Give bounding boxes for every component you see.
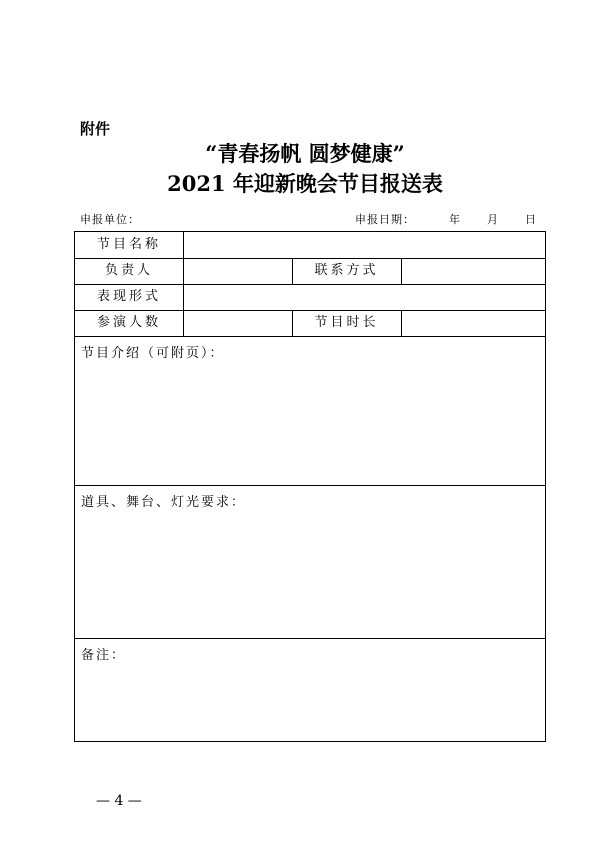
performance-form-label: 表现形式 — [96, 289, 161, 304]
date-label: 申报日期： — [355, 213, 415, 226]
intro-label: 节目介绍（可附页）： — [81, 346, 225, 361]
contact-label: 联系方式 — [314, 263, 379, 278]
duration-label: 节目时长 — [314, 315, 379, 330]
attachment-label: 附件 — [80, 120, 111, 138]
year-label: 年 — [449, 213, 461, 226]
page-subtitle: 2021 年迎新晚会节目报送表 — [167, 171, 443, 196]
day-label: 日 — [525, 213, 537, 226]
row-divider — [75, 336, 545, 337]
page-number: — 4 — — [96, 793, 142, 809]
report-form-table — [74, 231, 546, 742]
row-divider — [75, 485, 545, 486]
col-divider — [183, 232, 184, 336]
page-title: “青春扬帆 圆梦健康” — [205, 141, 405, 166]
remarks-label: 备注： — [81, 648, 127, 663]
col-divider — [401, 310, 402, 336]
row-divider — [75, 638, 545, 639]
date-line — [355, 211, 537, 227]
unit-label: 申报单位： — [80, 213, 140, 226]
month-label: 月 — [487, 213, 499, 226]
col-divider — [401, 258, 402, 284]
props-label: 道具、舞台、灯光要求： — [81, 495, 247, 510]
program-name-label: 节目名称 — [96, 237, 161, 252]
person-in-charge-label: 负责人 — [104, 263, 153, 278]
performers-label: 参演人数 — [96, 315, 161, 330]
